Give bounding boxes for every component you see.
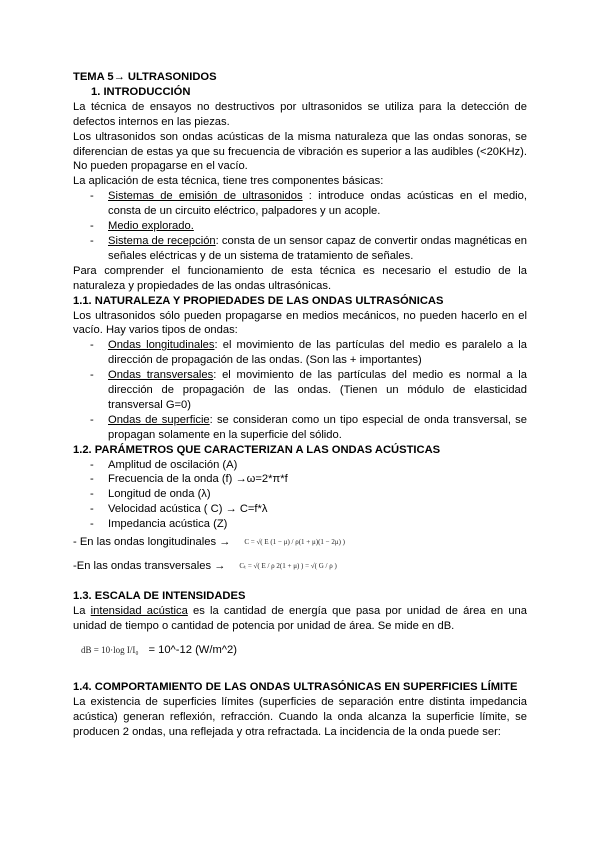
list-term: Sistema de recepción	[108, 234, 216, 247]
list-item	[73, 338, 527, 368]
s13-paragraph	[73, 604, 527, 634]
s11-paragraph-1: Los ultrasonidos sólo pueden propagarse en medios mecánicos, no pueden hacerlo en el vacío. Hay varios tipos de ondas:	[73, 309, 527, 337]
s1-paragraph-1: La técnica de ensayos no destructivos por ultrasonidos se utiliza para la detección de defectos internos en las piezas.	[73, 100, 527, 128]
document-page	[73, 70, 527, 739]
list-text: : consta de un sensor capaz de convertir ondas magnéticas en señales eléctricas y de un sistema de tratamiento de señales.	[108, 234, 527, 262]
list-text: : el movimiento de las partículas del medio es paralelo a la dirección de propagación de las ondas. (Son las + importantes)	[108, 339, 527, 367]
document-title: TEMA 5→ ULTRASONIDOS	[73, 71, 217, 83]
list-item	[73, 413, 527, 443]
s1-paragraph-4: Para comprender el funcionamiento de esta técnica es necesario el estudio de la naturaleza y propiedades de las ondas ultrasónicas.	[73, 264, 527, 292]
list-text: : el movimiento de las partículas del medio es normal a la dirección de propagación de las ondas. (Tienen un módulo de elasticidad transversal G=0)	[108, 369, 527, 411]
s11-wave-type-list	[73, 338, 527, 442]
list-item: - Velocidad acústica ( C) → C=f*λ	[73, 502, 527, 517]
transversal-label: -En las ondas transversales →	[73, 559, 226, 572]
section-1-2-heading: 1.2. PARÁMETROS QUE CARACTERIZAN A LAS ONDAS ACÚSTICAS	[73, 443, 441, 456]
list-term: Ondas de superficie	[108, 413, 210, 426]
list-item	[73, 234, 527, 264]
s1-component-list	[73, 189, 527, 264]
list-item	[73, 219, 527, 234]
decibel-formula: dB = 10·log I/I₀	[81, 645, 139, 656]
section-1-4-heading: 1.4. COMPORTAMIENTO DE LAS ONDAS ULTRASÓNICAS EN SUPERFICIES LÍMITE	[73, 680, 518, 693]
list-item: - Amplitud de oscilación (A)	[73, 458, 527, 473]
decibel-formula-row	[73, 636, 527, 666]
list-item	[73, 189, 527, 219]
s1-paragraph-3: La aplicación de esta técnica, tiene tres componentes básicas:	[73, 175, 384, 188]
list-term: Medio explorado.	[108, 220, 194, 233]
list-term: Ondas longitudinales	[108, 339, 215, 352]
s13-text-post: es la cantidad de energía que pasa por unidad de área en una unidad de tiempo o cantidad de potencia por unidad de área. Se mide en dB.	[73, 605, 527, 632]
list-item: - Frecuencia de la onda (f) →ω=2*π*f	[73, 472, 527, 487]
s12-parameter-list	[73, 458, 527, 533]
section-1-3-heading: 1.3. ESCALA DE INTENSIDADES	[73, 590, 246, 603]
list-item	[73, 368, 527, 413]
s14-paragraph-1: La existencia de superficies límites (superficies de separación entre distinta impedancia acústica) generan reflexión, refracción. Cuando la onda alcanza la superficie límite, se producen 2 ondas, una reflejada y otra refractada. La incidencia de la onda puede ser:	[73, 695, 527, 738]
s13-text-pre: La	[73, 605, 91, 617]
list-text: : se consideran como un tipo especial de onda transversal, se propagan solamente en la superficie del sólido.	[108, 413, 527, 441]
longitudinal-label: - En las ondas longitudinales →	[73, 535, 231, 548]
s13-term: intensidad acústica	[90, 605, 188, 617]
list-term: Sistemas de emisión de ultrasonidos	[108, 190, 303, 203]
list-term: Ondas transversales	[108, 369, 214, 382]
section-1-heading: 1. INTRODUCCIÓN	[91, 85, 191, 98]
reference-intensity: = 10^-12 (W/m^2)	[148, 644, 237, 657]
transversal-formula: Cₜ = √( E / ρ 2(1 + μ) ) = √( G / ρ )	[239, 561, 337, 570]
list-item: - Longitud de onda (λ)	[73, 487, 527, 502]
section-1-1-heading: 1.1. NATURALEZA Y PROPIEDADES DE LAS ONDAS ULTRASÓNICAS	[73, 294, 444, 307]
longitudinal-formula: C = √( E (1 − μ) / ρ(1 + μ)(1 − 2μ) )	[244, 537, 346, 546]
longitudinal-formula-row	[73, 532, 527, 552]
list-text: : introduce ondas acústicas en el medio, consta de un circuito eléctrico, palpadores y un acople.	[108, 190, 527, 218]
list-item: - Impedancia acústica (Z)	[73, 517, 527, 532]
s1-paragraph-2: Los ultrasonidos son ondas acústicas de la misma naturaleza que las ondas sonoras, se diferencian de estas ya que su frecuencia de vibración es superior a las audibles (<20KHz). No pueden propagarse en el vacío.	[73, 130, 527, 173]
transversal-formula-row	[73, 552, 527, 580]
